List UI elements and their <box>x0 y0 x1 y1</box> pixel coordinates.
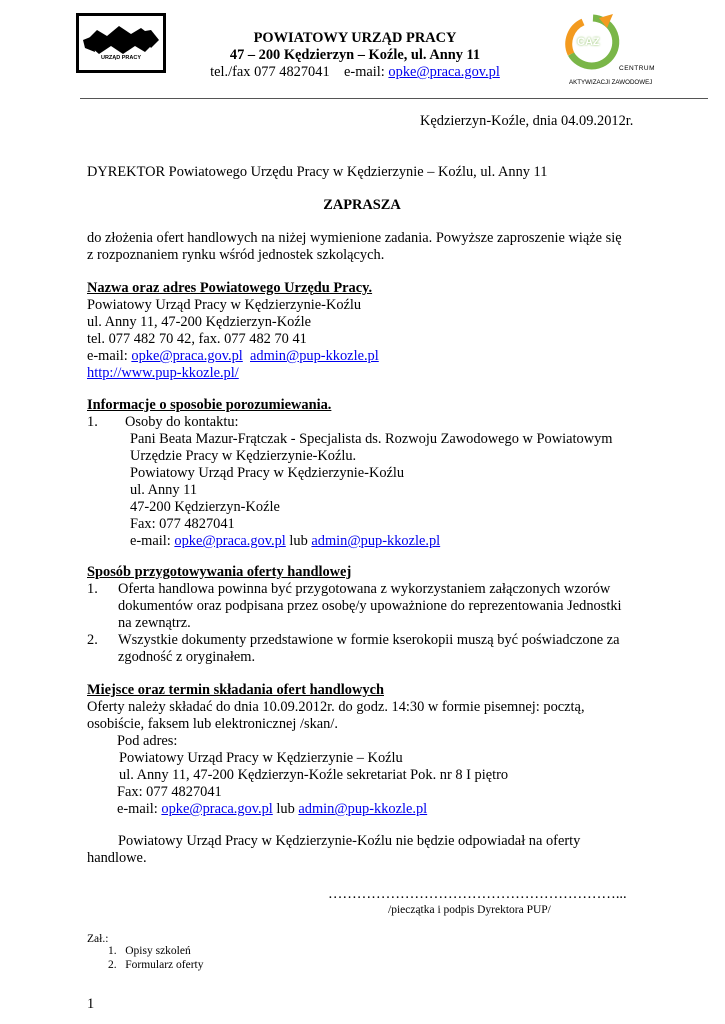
contact-line: 47-200 Kędzierzyn-Koźle <box>130 499 280 515</box>
list-number: 1. <box>87 581 98 597</box>
email-link[interactable]: admin@pup-kkozle.pl <box>250 348 379 364</box>
email-link[interactable]: admin@pup-kkozle.pl <box>298 801 428 817</box>
caz-logo <box>563 14 663 84</box>
address-line: tel. 077 482 70 42, fax. 077 482 70 41 <box>87 331 307 347</box>
signature-dots: ……………………………………………………... <box>328 886 627 902</box>
place-line: ul. Anny 11, 47-200 Kędzierzyn-Koźle sekretariat Pok. nr 8 I piętro <box>119 767 509 783</box>
contact-title: Osoby do kontaktu: <box>125 414 239 430</box>
place-line: osobiście, faksem lub elektronicznej /skan/. <box>87 716 338 732</box>
list-item: 1. Opisy szkoleń <box>108 945 191 957</box>
contact-line: Pani Beata Mazur-Frątczak - Specjalista ds. Rozwoju Zawodowego w Powiatowym <box>130 431 613 447</box>
intro-line-1: do złożenia ofert handlowych na niżej wymienione zadania. Powyższe zaproszenie wiąże się <box>87 230 622 246</box>
page-number: 1 <box>87 996 95 1012</box>
attachments-label: Zał.: <box>87 933 109 945</box>
email-link[interactable]: opke@praca.gov.pl <box>174 533 286 549</box>
org-address: 47 – 200 Kędzierzyn – Koźle, ul. Anny 11 <box>229 47 481 63</box>
org-name: POWIATOWY URZĄD PRACY <box>253 30 457 46</box>
place-line: Fax: 077 4827041 <box>117 784 222 800</box>
place-line: Oferty należy składać do dnia 10.09.2012r. do godz. 14:30 w formie pisemnej: pocztą, <box>87 699 585 715</box>
list-item: 2. Formularz oferty <box>108 959 204 971</box>
list-item-line: zgodność z oryginałem. <box>118 649 256 665</box>
attachments-list <box>108 944 204 972</box>
section-heading: Informacje o sposobie porozumiewania. <box>87 397 332 413</box>
email-link[interactable]: admin@pup-kkozle.pl <box>311 533 441 549</box>
org-contact <box>160 64 550 81</box>
intro-paragraph <box>87 230 647 264</box>
address-line: Powiatowy Urząd Pracy w Kędzierzynie-Koźlu <box>87 297 362 313</box>
director-line: DYREKTOR Powiatowego Urzędu Pracy w Kędzierzynie – Koźlu, ul. Anny 11 <box>87 164 548 180</box>
section-place-deadline <box>87 682 639 818</box>
section-heading: Miejsce oraz termin składania ofert handlowych <box>87 682 384 698</box>
signature-caption: /pieczątka i podpis Dyrektora PUP/ <box>388 904 551 916</box>
place-line: Powiatowy Urząd Pracy w Kędzierzynie – Koźlu <box>119 750 403 766</box>
section-preparation <box>87 564 639 666</box>
telfax: tel./fax 077 4827041 <box>210 64 330 80</box>
email-link[interactable]: opke@praca.gov.pl <box>131 348 243 364</box>
closing-line: Powiatowy Urząd Pracy w Kędzierzynie-Koźlu nie będzie odpowiadał na oferty <box>118 833 581 849</box>
section-contact <box>87 397 639 550</box>
header-email-link[interactable]: opke@praca.gov.pl <box>388 64 500 80</box>
closing-line: handlowe. <box>87 850 147 866</box>
email-line: e-mail: opke@praca.gov.pl lub admin@pup-kkozle.pl <box>117 801 428 817</box>
contact-line: Fax: 077 4827041 <box>130 516 235 532</box>
contact-line: Urzędzie Pracy w Kędzierzynie-Koźlu. <box>130 448 357 464</box>
header-divider <box>80 98 708 99</box>
list-item-line: Oferta handlowa powinna być przygotowana z wykorzystaniem załączonych wzorów <box>118 581 611 597</box>
logo-text: URZĄD PRACY <box>100 55 142 61</box>
section-name-address <box>87 280 647 382</box>
section-heading: Nazwa oraz adres Powiatowego Urzędu Pracy. <box>87 280 373 296</box>
website-link[interactable]: http://www.pup-kkozle.pl/ <box>87 365 239 381</box>
list-item-line: na zewnątrz. <box>118 615 191 631</box>
list-item-line: dokumentów oraz podpisana przez osobę/y upoważnione do reprezentowania Jednostki <box>118 598 622 614</box>
date-line: Kędzierzyn-Koźle, dnia 04.09.2012r. <box>420 113 634 129</box>
place-line: Pod adres: <box>117 733 178 749</box>
address-line: ul. Anny 11, 47-200 Kędzierzyn-Koźle <box>87 314 312 330</box>
closing-paragraph <box>87 833 639 867</box>
intro-line-2: z rozpoznaniem rynku wśród jednostek szkolących. <box>87 247 385 263</box>
list-item-line: Wszystkie dokumenty przedstawione w formie kserokopii muszą być poświadczone za <box>118 632 620 648</box>
list-number: 2. <box>87 632 98 648</box>
email-line: e-mail: opke@praca.gov.pl lub admin@pup-kkozle.pl <box>130 533 441 549</box>
caz-badge: CAZ <box>577 36 600 48</box>
contact-line: ul. Anny 11 <box>130 482 198 498</box>
section-heading: Sposób przygotowywania oferty handlowej <box>87 564 352 580</box>
contact-line: Powiatowy Urząd Pracy w Kędzierzynie-Koźlu <box>130 465 405 481</box>
email-link[interactable]: opke@praca.gov.pl <box>161 801 273 817</box>
email-label: e-mail: <box>344 64 385 80</box>
list-number: 1. <box>87 414 98 430</box>
pup-logo <box>76 13 166 73</box>
email-line: e-mail: opke@praca.gov.pl admin@pup-kkozle.pl <box>87 348 379 364</box>
caz-centrum: CENTRUM <box>619 65 655 72</box>
invites-heading: ZAPRASZA <box>323 197 401 213</box>
caz-subtitle: AKTYWIZACJI ZAWODOWEJ <box>569 79 653 86</box>
